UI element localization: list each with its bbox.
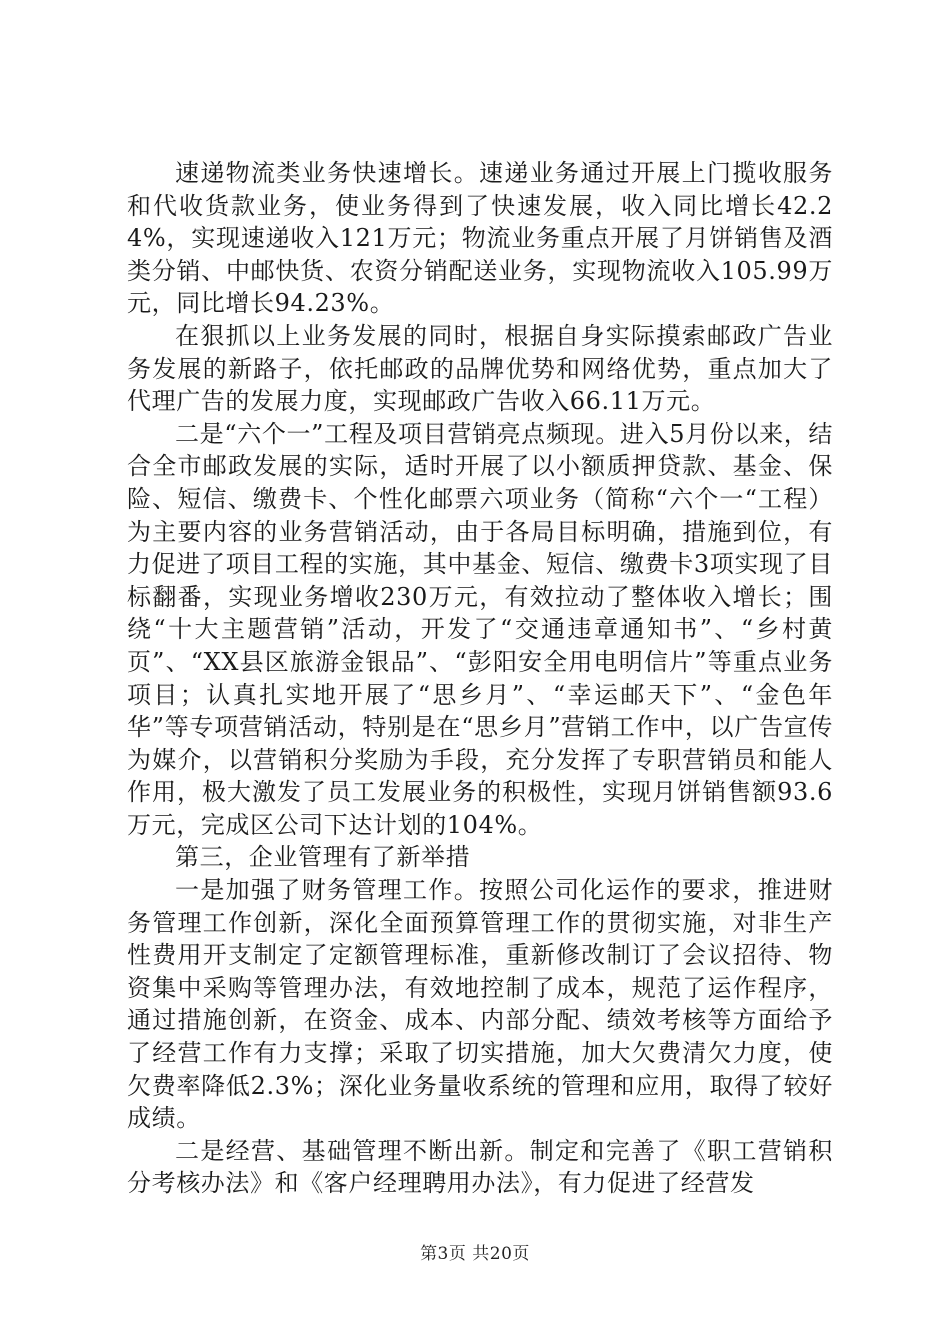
paragraph-express-logistics: 速递物流类业务快速增长。速递业务通过开展上门揽收服务和代收货款业务，使业务得到了快速发展，收入同比增长42.24%，实现速递收入121万元；物流业务重点开展了月饼销售及酒类分销、中邮快货、农资分销配送业务，实现物流收入105.99万元，同比增长94.23%。 [127,159,833,318]
paragraph-operations-management: 二是经营、基础管理不断出新。制定和完善了《职工营销积分考核办法》和《客户经理聘用办法》，有力促进了经营发 [127,1136,833,1198]
paragraph-six-one-project: 二是“六个一”工程及项目营销亮点频现。进入5月份以来，结合全市邮政发展的实际，适时开展了以小额质押贷款、基金、保险、短信、缴费卡、个性化邮票六项业务（简称“六个一“工程）为主要内容的业务营销活动，由于各局目标明确，措施到位，有力促进了项目工程的实施，其中基金、短信、缴费卡3项实现了目标翻番，实现业务增收230万元，有效拉动了整体收入增长；围绕“十大主题营销”活动，开发了“交通违章通知书”、“乡村黄页”、“XX县区旅游金银品”、“彭阳安全用电明信片”等重点业务项目；认真扎实地开展了“思乡月”、“幸运邮天下”、“金色年华”等专项营销活动，特别是在“思乡月”营销工作中，以广告宣传为媒介，以营销积分奖励为手段，充分发挥了专职营销员和能人作用，极大激发了员工发展业务的积极性，实现月饼销售额93.6万元，完成区公司下达计划的104%。 [127,419,833,839]
section-heading: 第三，企业管理有了新举措 [175,843,471,872]
document-body [127,157,833,1200]
paragraph-postal-advertising: 在狠抓以上业务发展的同时，根据自身实际摸索邮政广告业务发展的新路子，依托邮政的品牌优势和网络优势，重点加大了代理广告的发展力度，实现邮政广告收入66.11万元。 [127,321,833,416]
paragraph-financial-management: 一是加强了财务管理工作。按照公司化运作的要求，推进财务管理工作创新，深化全面预算管理工作的贯彻实施，对非生产性费用开支制定了定额管理标准，重新修改制订了会议招待、物资集中采购等管理办法，有效地控制了成本，规范了运作程序，通过措施创新，在资金、成本、内部分配、绩效考核等方面给予了经营工作有力支撑；采取了切实措施，加大欠费清欠力度，使欠费率降低2.3%；深化业务量收系统的管理和应用，取得了较好成绩。 [127,876,833,1133]
page-number-footer: 第3页 共20页 [420,1244,530,1264]
